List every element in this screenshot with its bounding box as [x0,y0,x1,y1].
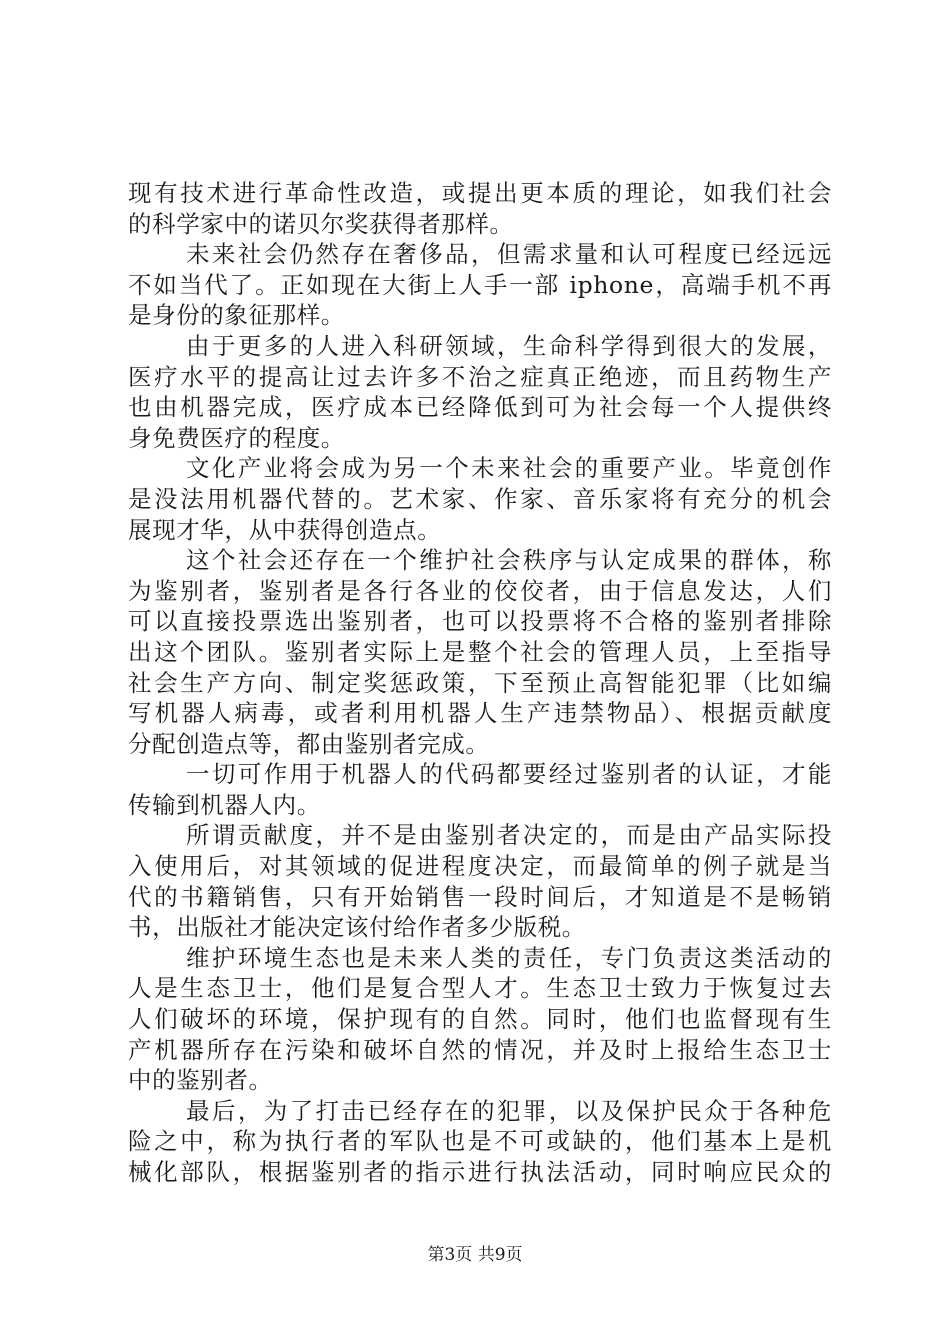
paragraph [128,943,832,1096]
text-line: 可以直接投票选出鉴别者，也可以投票将不合格的鉴别者排除 [128,607,832,636]
text-line: 文化产业将会成为另一个未来社会的重要产业。毕竟创作 [186,454,832,483]
text-line: 是没法用机器代替的。艺术家、作家、音乐家将有充分的机会 [128,484,832,513]
text-line: 人是生态卫士，他们是复合型人才。生态卫士致力于恢复过去 [128,974,832,1003]
text-line: 未来社会仍然存在奢侈品，但需求量和认可程度已经远远 [186,240,832,269]
page-footer [0,1244,950,1266]
text-line: 也由机器完成，医疗成本已经降低到可为社会每一个人提供终 [128,393,832,422]
text-line: 中的鉴别者。 [128,1066,273,1095]
text-line: 不如当代了。正如现在大街上人手一部 iphone，高端手机不再 [128,270,832,299]
text-line: 最后，为了打击已经存在的犯罪，以及保护民众于各种危 [186,1096,832,1125]
text-line: 医疗水平的提高让过去许多不治之症真正绝迹，而且药物生产 [128,362,832,391]
text-line: 险之中，称为执行者的军队也是不可或缺的，他们基本上是机 [128,1127,832,1156]
text-line: 书，出版社才能决定该付给作者多少版税。 [128,913,586,942]
text-line: 展现才华，从中获得创造点。 [128,515,442,544]
paragraph [128,178,832,239]
paragraph [128,239,832,331]
text-line: 这个社会还存在一个维护社会秩序与认定成果的群体，称 [186,546,832,575]
page-number: 第3页 共9页 [427,1245,523,1265]
document-body [128,178,832,1188]
text-line: 是身份的象征那样。 [128,301,345,330]
text-line: 社会生产方向、制定奖惩政策，下至预止高智能犯罪（比如编 [128,668,832,697]
text-line: 维护环境生态也是未来人类的责任，专门负责这类活动的 [186,943,832,972]
paragraph [128,759,832,820]
paragraph [128,331,832,453]
text-line: 为鉴别者，鉴别者是各行各业的佼佼者，由于信息发达，人们 [128,576,832,605]
text-line: 的科学家中的诺贝尔奖获得者那样。 [128,209,514,238]
text-line: 身免费医疗的程度。 [128,423,345,452]
text-line: 代的书籍销售，只有开始销售一段时间后，才知道是不是畅销 [128,882,832,911]
text-line: 械化部队，根据鉴别者的指示进行执法活动，同时响应民众的 [128,1158,832,1186]
paragraph [128,453,832,545]
paragraph [128,820,832,942]
text-line: 现有技术进行革命性改造，或提出更本质的理论，如我们社会 [128,179,832,207]
text-line: 产机器所存在污染和破坏自然的情况，并及时上报给生态卫士 [128,1035,832,1064]
text-line: 传输到机器人内。 [128,790,321,819]
text-line: 所谓贡献度，并不是由鉴别者决定的，而是由产品实际投 [186,821,832,850]
paragraph [128,545,832,759]
text-line: 人们破坏的环境，保护现有的自然。同时，他们也监督现有生 [128,1005,832,1034]
text-line: 写机器人病毒，或者利用机器人生产违禁物品）、根据贡献度 [128,699,832,728]
text-line: 由于更多的人进入科研领域，生命科学得到很大的发展， [186,331,832,360]
text-line: 一切可作用于机器人的代码都要经过鉴别者的认证，才能 [186,760,832,789]
text-line: 入使用后，对其领域的促进程度决定，而最简单的例子就是当 [128,852,832,881]
text-line: 出这个团队。鉴别者实际上是整个社会的管理人员，上至指导 [128,637,832,666]
paragraph [128,1096,832,1188]
text-line: 分配创造点等，都由鉴别者完成。 [128,729,490,758]
